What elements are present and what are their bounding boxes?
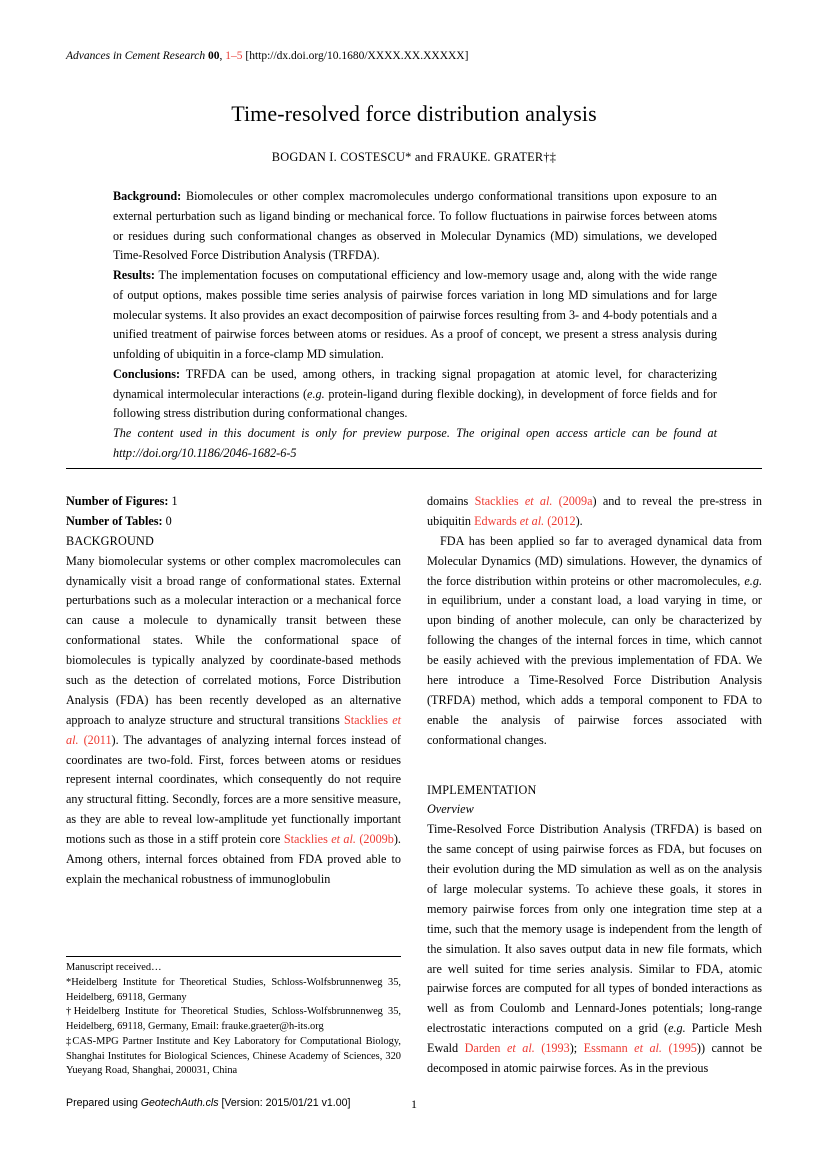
- citation-etal: et al.: [634, 1041, 662, 1056]
- figure-count-label: Number of Figures:: [66, 494, 169, 508]
- body-column-left: [66, 492, 401, 890]
- background-text-c: ). Among others, internal forces obtained from FDA proved able to explain the mechanical robustness of immunoglobulin: [66, 832, 401, 886]
- citation-essmann-1995[interactable]: [584, 1041, 697, 1055]
- subsection-heading-overview: Overview: [427, 802, 474, 817]
- figure-count: [66, 492, 401, 512]
- right-paragraph-three: [427, 820, 762, 1079]
- table-count: [66, 512, 401, 532]
- abstract-conclusions-text-a: TRFDA can be used, among others, in tracking signal propagation at atomic level, for characterizing dynamical intermolecular interactions (: [113, 366, 717, 401]
- citation-year: (2011: [78, 732, 112, 747]
- running-head: [66, 50, 766, 64]
- preview-notice: The content used in this document is only for preview purpose. The original open access article can be found at http://doi.org/10.1186/2046-1682-6-5: [113, 426, 717, 460]
- footnote-block: [66, 961, 401, 1079]
- abstract-background-label: Background:: [113, 189, 182, 203]
- prepared-prefix: Prepared using: [66, 1097, 141, 1109]
- right-text-i: )) cannot be decomposed in atomic pairwise forces. As in the previous: [427, 1041, 762, 1076]
- right-text-c: ).: [575, 513, 583, 528]
- citation-author: Darden: [464, 1041, 507, 1056]
- page-title: Time-resolved force distribution analysis: [231, 101, 597, 126]
- footnote-manuscript-received: Manuscript received…: [66, 962, 162, 973]
- citation-darden-1993[interactable]: [465, 1041, 570, 1055]
- page-range: 1–5: [225, 50, 243, 62]
- right-text-b: ) and to reveal the pre-stress in ubiquitin: [427, 494, 762, 528]
- running-head-comma: ,: [219, 50, 223, 62]
- volume-number: 00: [208, 50, 220, 62]
- figure-count-value: 1: [168, 494, 178, 508]
- right-eg-italic: e.g.: [744, 573, 762, 588]
- right-text-e: in equilibrium, under a constant load, a load varying in time, or upon binding of another molecule, can only be characterized by following the changes of the internal forces in time, which cannot be easily achieved with the previous implementation of FDA. We here introduce a Time-Resolved Force Distribution Analysis (TRFDA) method, which adds a temporal component to FDA to enable the analysis of pairwise forces associated with conformational changes.: [427, 593, 762, 747]
- citation-stacklies-2009b[interactable]: [284, 832, 394, 846]
- citation-etal: et al.: [524, 494, 553, 508]
- abstract-conclusions: [113, 365, 717, 424]
- abstract-block: [113, 187, 717, 464]
- citation-year: (1993: [534, 1041, 570, 1056]
- abstract-background-text: Biomolecules or other complex macromolecules undergo conformational transitions upon exposure to an external perturbation such as ligand binding or mechanical force. To follow fluctuations in pairwise forces between atoms or residues during such conformational changes as observed in Molecular Dynamics (MD) simulations, we developed Time-Resolved Force Distribution Analysis (TRFDA).: [113, 189, 717, 263]
- section-heading-implementation: IMPLEMENTATION: [427, 782, 537, 797]
- right-paragraph-two: [427, 532, 762, 751]
- abstract-conclusions-text-b: protein-ligand during flexible docking), in development of force fields and for following stress distribution during conformational changes.: [113, 386, 717, 421]
- abstract-divider: [66, 468, 762, 469]
- class-file-name: GeotechAuth.cls: [140, 1097, 219, 1109]
- citation-year: (2009a: [552, 494, 593, 508]
- citation-etal: et al.: [331, 832, 356, 847]
- citation-author: Essmann: [583, 1041, 635, 1056]
- citation-year: (1995: [661, 1041, 697, 1056]
- citation-author: Stacklies: [283, 832, 332, 847]
- section-heading-background: BACKGROUND: [66, 533, 154, 548]
- citation-author: Stacklies: [343, 712, 393, 727]
- background-text-a: Many biomolecular systems or other complex macromolecules can dynamically visit a broad range of conformational states. External perturbations such as a molecular interaction or a mechanical force can cause a molecule to dynamically transit between these conformational states. While the conformational space of biomolecules is typically analyzed by coordinate-based methods such as the detection of correlated motions, Force Distribution Analysis (FDA) has been recently developed as an alternative approach to analyze structure and structural transitions: [66, 553, 401, 727]
- right-eg-italic-2: e.g.: [668, 1021, 686, 1036]
- citation-etal: et al.: [66, 712, 401, 747]
- author-list: BOGDAN I. COSTESCU* and FRAUKE. GRATER†‡: [271, 150, 557, 164]
- citation-year: (2009b: [355, 832, 394, 847]
- citation-edwards-2012[interactable]: [474, 514, 576, 528]
- right-text-g: Particle Mesh Ewald: [427, 1021, 762, 1056]
- background-paragraph: [66, 552, 401, 890]
- citation-stacklies-2009a[interactable]: [475, 494, 593, 508]
- footnote-affiliation-2: †Heidelberg Institute for Theoretical Studies, Schloss-Wolfsbrunnenweg 35, Heidelberg, 69118, Germany, Email: frauke.graeter@h-its.org: [66, 1006, 401, 1033]
- footnote-affiliation-1: *Heidelberg Institute for Theoretical Studies, Schloss-Wolfsbrunnenweg 35, Heidelberg, 69118, Germany: [66, 976, 401, 1003]
- right-text-d: FDA has been applied so far to averaged dynamical data from Molecular Dynamics (MD) simulations. However, the dynamics of the force distribution within proteins or other macromolecules,: [427, 533, 762, 588]
- abstract-conclusions-eg: e.g.: [307, 386, 325, 401]
- citation-year: (2012: [544, 513, 576, 528]
- right-paragraph-one: [427, 492, 762, 532]
- right-text-f: Time-Resolved Force Distribution Analysis (TRFDA) is based on the same concept of using pairwise forces as FDA, but focuses on their evolution during the MD simulation as well as on the analysis of large molecular systems. To achieve these goals, it stores in memory pairwise forces from only one integration time step at a time, such that the memory usage is independent from the length of the simulation. It also saves output data in new file formats, which are well suited for time series analysis. Similar to FDA, atomic pairwise forces are computed for all types of bonded interactions as well as from Coulomb and Lennard-Jones potentials; long-range electrostatic interactions computed on a grid (: [427, 822, 762, 1036]
- body-column-right: [427, 492, 762, 1079]
- background-text-b: ). The advantages of analyzing internal forces instead of coordinates are two-fold. First, forces between atoms or residues represent internal coordinates, which consequently do not require any structural fitting. Secondly, forces are a more sensitive measure, as they are able to reveal low-amplitude yet functionally important motions such as those in a stiff protein core: [66, 732, 401, 847]
- abstract-results-label: Results:: [113, 268, 155, 283]
- footnote-divider: [66, 956, 401, 957]
- citation-author: Stacklies: [474, 494, 525, 508]
- table-count-value: 0: [162, 513, 172, 528]
- class-file-version: [Version: 2015/01/21 v1.00]: [218, 1097, 351, 1109]
- abstract-results-text: The implementation focuses on computational efficiency and low-memory usage and, along with the wide range of output options, makes possible time series analysis of pairwise forces variation in long MD simulations and for large molecular systems. It also provides an exact decomposition of pairwise forces resulting from 3- and 4-body potentials and a unified treatment of pairwise forces between atoms or residues. As a proof of concept, we present a stress analysis during unfolding of ubiquitin in a force-clamp MD simulation.: [113, 268, 717, 362]
- footnote-affiliation-3: ‡CAS-MPG Partner Institute and Key Laboratory for Computational Biology, Shanghai Institutes for Biological Sciences, Chinese Academy of Sciences, 320 Yueyang Road, Shanghai, 200031, China: [66, 1035, 401, 1077]
- abstract-results: [113, 266, 717, 365]
- right-text-a: domains: [427, 494, 475, 508]
- citation-etal: et al.: [506, 1041, 535, 1056]
- abstract-conclusions-label: Conclusions:: [113, 366, 181, 381]
- right-text-h: );: [569, 1041, 584, 1056]
- abstract-background: [113, 187, 717, 266]
- doi-link[interactable]: [http://dx.doi.org/10.1680/XXXX.XX.XXXXX]: [245, 50, 469, 62]
- page-number: 1: [411, 1097, 417, 1111]
- table-count-label: Number of Tables:: [66, 513, 163, 528]
- section-spacer: [427, 751, 762, 781]
- citation-author: Edwards: [474, 513, 520, 528]
- journal-title: Advances in Cement Research: [66, 50, 206, 62]
- citation-etal: et al.: [519, 513, 545, 528]
